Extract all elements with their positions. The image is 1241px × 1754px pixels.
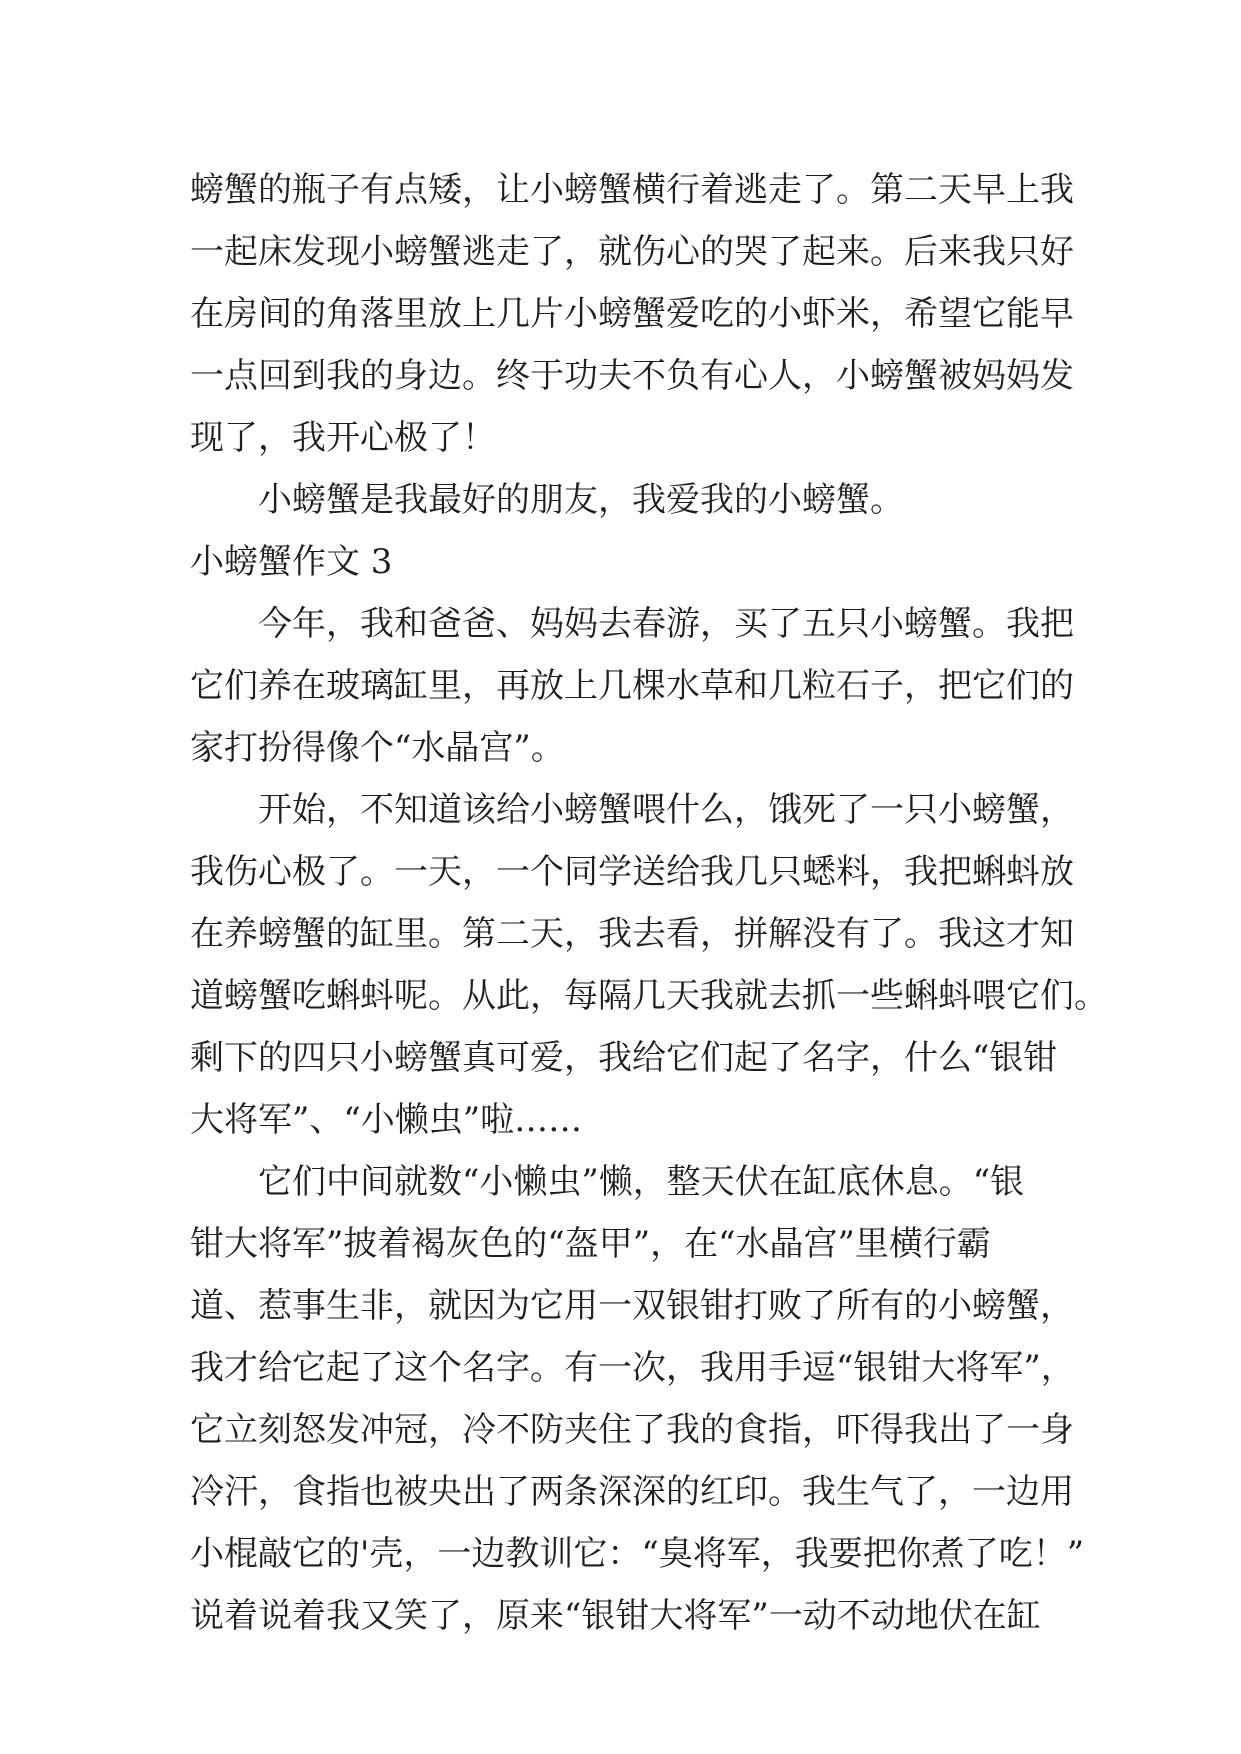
text-line: 它立刻怒发冲冠，冷不防夹住了我的食指，吓得我出了一身: [190, 1410, 1074, 1450]
text-line: 钳大将军”披着褐灰色的“盔甲”，在“水晶宫”里横行霸: [190, 1224, 991, 1264]
paragraph-start-line: 开始，不知道该给小螃蟹喂什么，饿死了一只小螃蟹，: [258, 790, 1074, 830]
text-line: 剩下的四只小螃蟹真可爱，我给它们起了名字，什么“银钳: [190, 1038, 1058, 1078]
text-line: 我才给它起了这个名字。有一次，我用手逗“银钳大将军”，: [190, 1348, 1075, 1388]
essay-text: [190, 159, 1108, 1647]
paragraph-start-line: 今年，我和爸爸、妈妈去春游，买了五只小螃蟹。我把: [258, 604, 1074, 644]
text-line: 家打扮得像个“水晶宫”。: [190, 728, 565, 768]
text-line: 它们养在玻璃缸里，再放上几棵水草和几粒石子，把它们的: [190, 666, 1074, 706]
paragraph-start-line: 小螃蟹是我最好的朋友，我爱我的小螃蟹。: [258, 480, 904, 520]
text-line: 我伤心极了。一天，一个同学送给我几只蟋料，我把蝌蚪放: [190, 852, 1074, 892]
text-line: 说着说着我又笑了，原来“银钳大将军”一动不动地伏在缸: [190, 1596, 1041, 1636]
text-line: 一起床发现小螃蟹逃走了，就伤心的哭了起来。后来我只好: [190, 232, 1074, 272]
text-line: 道、惹事生非，就因为它用一双银钳打败了所有的小螃蟹，: [190, 1286, 1074, 1326]
section-heading: 小螃蟹作文 3: [190, 542, 393, 582]
text-line: 小棍敲它的'壳，一边教训它：“臭将军，我要把你煮了吃！”: [190, 1534, 1085, 1574]
text-line: 螃蟹的瓶子有点矮，让小螃蟹横行着逃走了。第二天早上我: [190, 170, 1074, 210]
text-line: 在房间的角落里放上几片小螃蟹爱吃的小虾米，希望它能早: [190, 294, 1074, 334]
paragraph-start-line: 它们中间就数“小懒虫”懒，整天伏在缸底休息。“银: [258, 1162, 1025, 1202]
text-line: 冷汗，食指也被央出了两条深深的红印。我生气了，一边用: [190, 1472, 1074, 1512]
text-line: 道螃蟹吃蝌蚪呢。从此，每隔几天我就去抓一些蝌蚪喂它们。: [190, 976, 1108, 1016]
text-line: 现了，我开心极了！: [190, 418, 496, 458]
text-line: 大将军”、“小懒虫”啦……: [190, 1100, 583, 1140]
text-line: 一点回到我的身边。终于功夫不负有心人，小螃蟹被妈妈发: [190, 356, 1074, 396]
text-line: 在养螃蟹的缸里。第二天，我去看，拼解没有了。我这才知: [190, 914, 1074, 954]
